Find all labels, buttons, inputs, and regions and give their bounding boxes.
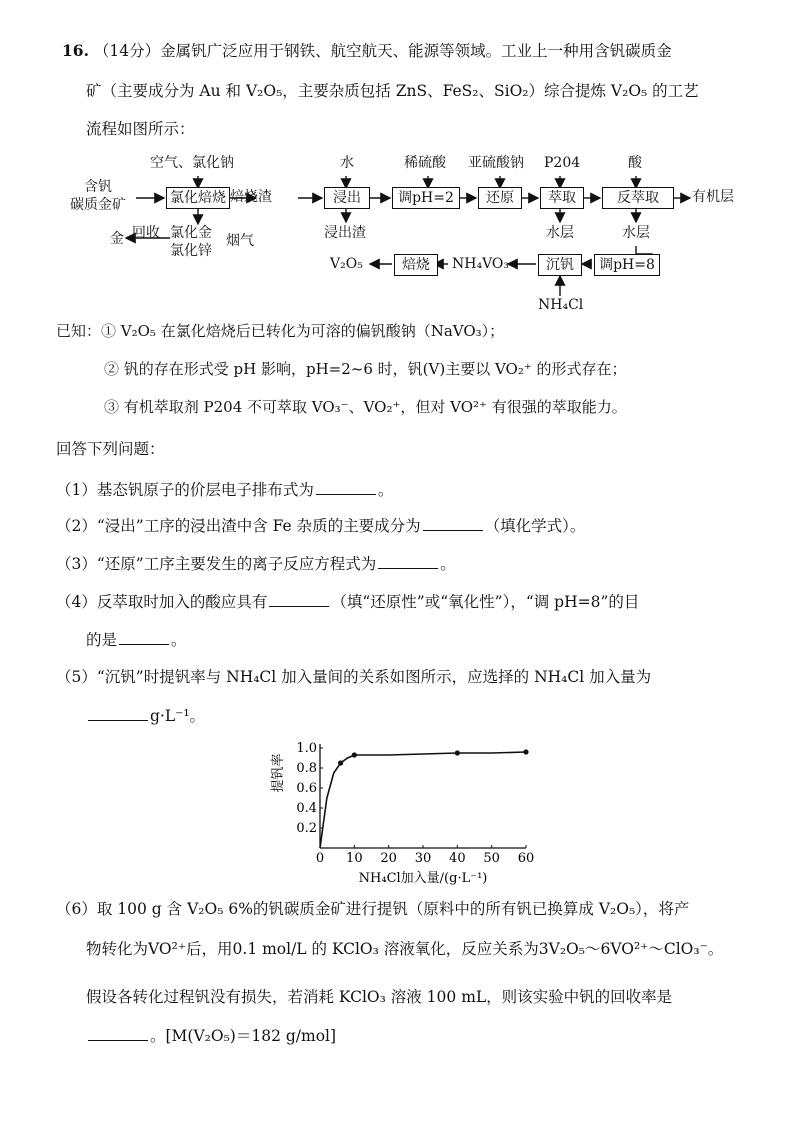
- x-tick-label: 60: [517, 851, 535, 866]
- q6-end: 。[M(V₂O₅)＝182 g/mol]: [150, 1027, 337, 1045]
- q2-text: （2）“浸出”工序的浸出渣中含 Fe 杂质的主要成分为: [56, 517, 421, 535]
- q4-text-a: （4）反萃取时加入的酸应具有: [56, 593, 268, 611]
- q3-end: 。: [440, 555, 456, 573]
- input-dilute-h2so4: 稀硫酸: [404, 155, 446, 171]
- known-heading-text: 已知：: [56, 322, 102, 340]
- vanadium-precipitation-step: 沉钒: [538, 254, 582, 276]
- data-point: [455, 750, 460, 755]
- question-intro-line1: [62, 40, 672, 62]
- x-tick-label: 30: [414, 851, 432, 866]
- input-air-nacl: 空气、氯化钠: [150, 155, 234, 171]
- subquestion-1: [56, 478, 393, 501]
- chart-svg: [270, 736, 550, 886]
- y-tick-label: 0.2: [296, 821, 317, 836]
- back-extraction-step: 反萃取: [602, 187, 674, 209]
- question-points: （14分）: [93, 42, 161, 60]
- subquestion-3: [56, 552, 456, 575]
- q1-answer-blank[interactable]: [316, 478, 376, 495]
- data-point: [523, 749, 528, 754]
- x-tick-label: 20: [380, 851, 397, 866]
- data-line-series: [320, 752, 526, 848]
- y-tick-label: 0.6: [296, 781, 317, 796]
- leaching-step: 浸出: [324, 187, 370, 209]
- adjust-ph8-step: 调pH=8: [594, 254, 660, 276]
- subquestion-6-line3: 假设各转化过程钒没有损失，若消耗 KClO₃ 溶液 100 mL，则该实验中钒的回收率是: [86, 988, 673, 1006]
- adjust-ph2-step: 调pH=2: [392, 187, 460, 209]
- subquestion-2: [56, 514, 585, 537]
- subquestion-4: [56, 590, 639, 613]
- x-tick-label: 50: [483, 851, 500, 866]
- chlorination-roasting-step: 氯化焙烧: [166, 187, 230, 209]
- raw-ore-label: 含钒 碳质金矿: [70, 179, 126, 213]
- subquestion-6: （6）取 100 g 含 V₂O₅ 6%的钒碳质金矿进行提钒（原料中的所有钒已换算成 V₂O₅），将产: [56, 900, 690, 918]
- aqueous-layer-1: 水层: [546, 225, 574, 241]
- x-tick-label: 10: [346, 851, 363, 866]
- subquestion-5: （5）“沉钒”时提钒率与 NH₄Cl 加入量间的关系如图所示，应选择的 NH₄Cl 加入量为: [56, 668, 652, 686]
- q3-answer-blank[interactable]: [378, 552, 438, 569]
- known-heading: [56, 320, 504, 342]
- q1-end: 。: [377, 481, 394, 499]
- q4-answer-blank-2[interactable]: [119, 628, 169, 645]
- q4-text-c: 的是: [86, 631, 118, 649]
- process-flow-diagram: [70, 146, 760, 318]
- q5-answer-blank[interactable]: [88, 704, 148, 721]
- calcination-step: 焙烧: [394, 254, 438, 276]
- q2-answer-blank[interactable]: [423, 514, 483, 531]
- recover-label: 回收: [132, 225, 160, 241]
- intro-text-1: 金属钒广泛应用于钢铁、航空航天、能源等领域。工业上一种用含钒碳质金: [160, 42, 672, 60]
- input-p204: P204: [544, 155, 581, 171]
- q6-answer-blank[interactable]: [88, 1024, 148, 1041]
- q1-text: （1）基态钒原子的价层电子排布式为: [56, 481, 314, 499]
- extraction-step: 萃取: [540, 187, 584, 209]
- y-tick-label: 0.8: [296, 761, 317, 776]
- q4-answer-blank-1[interactable]: [269, 590, 329, 607]
- v2o5-product-label: V₂O₅: [330, 256, 363, 272]
- x-axis-label: NH₄Cl加入量/(g·L⁻¹): [358, 871, 488, 886]
- y-axis-label: 提钒率: [271, 753, 286, 793]
- y-tick-label: 0.4: [296, 801, 317, 816]
- input-acid: 酸: [628, 155, 642, 171]
- data-point: [338, 760, 343, 765]
- reduction-step: 还原: [478, 187, 522, 209]
- aqueous-layer-2: 水层: [622, 225, 650, 241]
- question-number: 16.: [62, 41, 89, 60]
- intro-text-2: 矿（主要成分为 Au 和 V₂O₅，主要杂质包括 ZnS、FeS₂、SiO₂）综合提炼 V₂O₅ 的工艺: [86, 82, 699, 100]
- subquestion-4-cont: [86, 628, 187, 651]
- q4-text-b: （填“还原性”或“氧化性”），“调 pH=8”的目: [331, 593, 640, 611]
- nh4vo3-label: NH₄VO₃: [452, 256, 510, 272]
- x-tick-label: 0: [315, 851, 325, 866]
- subquestion-6-line2: 物转化为VO²⁺后，用0.1 mol/L 的 KClO₃ 溶液氧化，反应关系为3V₂O₅～6VO²⁺～ClO₃⁻。: [86, 940, 724, 958]
- q3-text: （3）“还原”工序主要发生的离子反应方程式为: [56, 555, 377, 573]
- known-note-2: ② 钒的存在形式受 pH 影响，pH=2~6 时，钒(V)主要以 VO₂⁺ 的形式存在；: [104, 360, 627, 378]
- leach-residue-label: 浸出渣: [324, 225, 366, 241]
- input-water: 水: [340, 155, 354, 171]
- q2-end: （填化学式）。: [484, 517, 586, 535]
- known-note-3: ③ 有机萃取剂 P204 不可萃取 VO₃⁻、VO₂⁺，但对 VO²⁺ 有很强的萃取能力。: [104, 398, 627, 416]
- q5-unit: g·L⁻¹。: [150, 707, 206, 725]
- answer-prompt: 回答下列问题：: [56, 440, 165, 458]
- x-tick-label: 40: [449, 851, 466, 866]
- organic-layer-label: 有机层: [692, 189, 734, 205]
- q4-end: 。: [171, 631, 187, 649]
- input-sodium-sulfite: 亚硫酸钠: [468, 155, 524, 171]
- subquestion-5-cont: [86, 704, 205, 727]
- known-note-1: ① V₂O₅ 在氯化焙烧后已转化为可溶的偏钒酸钠（NaVO₃）；: [101, 322, 505, 340]
- gas-chlorides-label: 氯化金 氯化锌: [170, 225, 212, 259]
- fumes-label: 烟气: [226, 233, 254, 249]
- data-point: [352, 752, 357, 757]
- y-tick-label: 1.0: [296, 741, 317, 756]
- gold-product: 金: [110, 231, 124, 247]
- subquestion-6-line4: [86, 1024, 336, 1047]
- intro-text-3: 流程如图所示：: [86, 120, 195, 138]
- roast-residue-label: 焙烧渣: [230, 189, 272, 205]
- nh4cl-input: NH₄Cl: [538, 297, 584, 313]
- vanadium-recovery-chart: [270, 736, 550, 886]
